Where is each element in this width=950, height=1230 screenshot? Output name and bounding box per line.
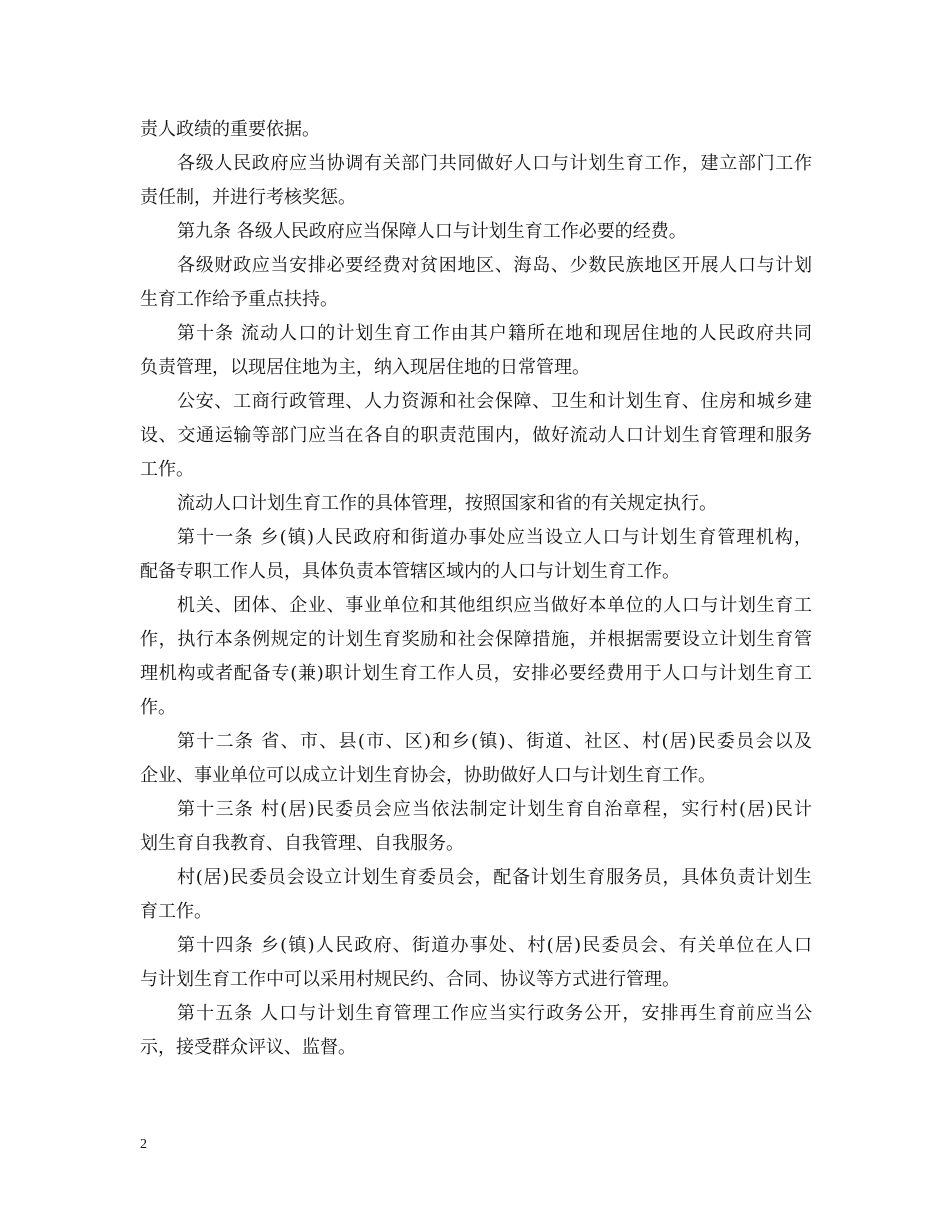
text-line: 负责管理，以现居住地为主，纳入现居住地的日常管理。 xyxy=(140,357,590,378)
text-line: 第十条 流动人口的计划生育工作由其户籍所在地和现居住地的人民政府共同 xyxy=(177,323,812,344)
text-line: 各级人民政府应当协调有关部门共同做好人口与计划生育工作，建立部门工作 xyxy=(177,153,812,174)
text-line: 工作。 xyxy=(140,459,194,480)
text-line: 第九条 各级人民政府应当保障人口与计划生育工作必要的经费。 xyxy=(177,221,687,242)
text-line: 公安、工商行政管理、人力资源和社会保障、卫生和计划生育、住房和城乡建 xyxy=(177,391,812,412)
text-line: 育工作。 xyxy=(140,901,212,922)
document-body xyxy=(140,113,812,1065)
text-line: 与计划生育工作中可以采用村规民约、合同、协议等方式进行管理。 xyxy=(140,969,680,990)
text-line: 示，接受群众评议、监督。 xyxy=(140,1037,356,1058)
text-line: 划生育自我教育、自我管理、自我服务。 xyxy=(140,833,464,854)
text-line: 企业、事业单位可以成立计划生育协会，协助做好人口与计划生育工作。 xyxy=(140,765,716,786)
text-line: 责人政绩的重要依据。 xyxy=(140,119,320,140)
text-line: 配备专职工作人员，具体负责本管辖区域内的人口与计划生育工作。 xyxy=(140,561,680,582)
text-line: 机关、团体、企业、事业单位和其他组织应当做好本单位的人口与计划生育工 xyxy=(177,595,812,616)
text-line: 第十一条 乡(镇)人民政府和街道办事处应当设立人口与计划生育管理机构， xyxy=(177,527,812,548)
text-line: 第十五条 人口与计划生育管理工作应当实行政务公开，安排再生育前应当公 xyxy=(177,1003,812,1024)
text-line: 村(居)民委员会设立计划生育委员会，配备计划生育服务员，具体负责计划生 xyxy=(177,867,812,888)
text-line: 第十三条 村(居)民委员会应当依法制定计划生育自治章程，实行村(居)民计 xyxy=(177,799,812,820)
text-line: 流动人口计划生育工作的具体管理，按照国家和省的有关规定执行。 xyxy=(177,493,717,514)
text-line: 责任制，并进行考核奖惩。 xyxy=(140,187,356,208)
page-number: 2 xyxy=(140,1137,147,1152)
text-line: 作，执行本条例规定的计划生育奖励和社会保障措施，并根据需要设立计划生育管 xyxy=(140,629,812,650)
text-line: 各级财政应当安排必要经费对贫困地区、海岛、少数民族地区开展人口与计划 xyxy=(177,255,812,276)
text-line: 理机构或者配备专(兼)职计划生育工作人员，安排必要经费用于人口与计划生育工 xyxy=(140,663,812,684)
text-line: 第十二条 省、市、县(市、区)和乡(镇)、街道、社区、村(居)民委员会以及 xyxy=(177,731,812,752)
text-line: 生育工作给予重点扶持。 xyxy=(140,289,338,310)
text-line: 作。 xyxy=(140,697,176,718)
text-line: 第十四条 乡(镇)人民政府、街道办事处、村(居)民委员会、有关单位在人口 xyxy=(177,935,812,956)
text-line: 设、交通运输等部门应当在各自的职责范围内，做好流动人口计划生育管理和服务 xyxy=(140,425,812,446)
